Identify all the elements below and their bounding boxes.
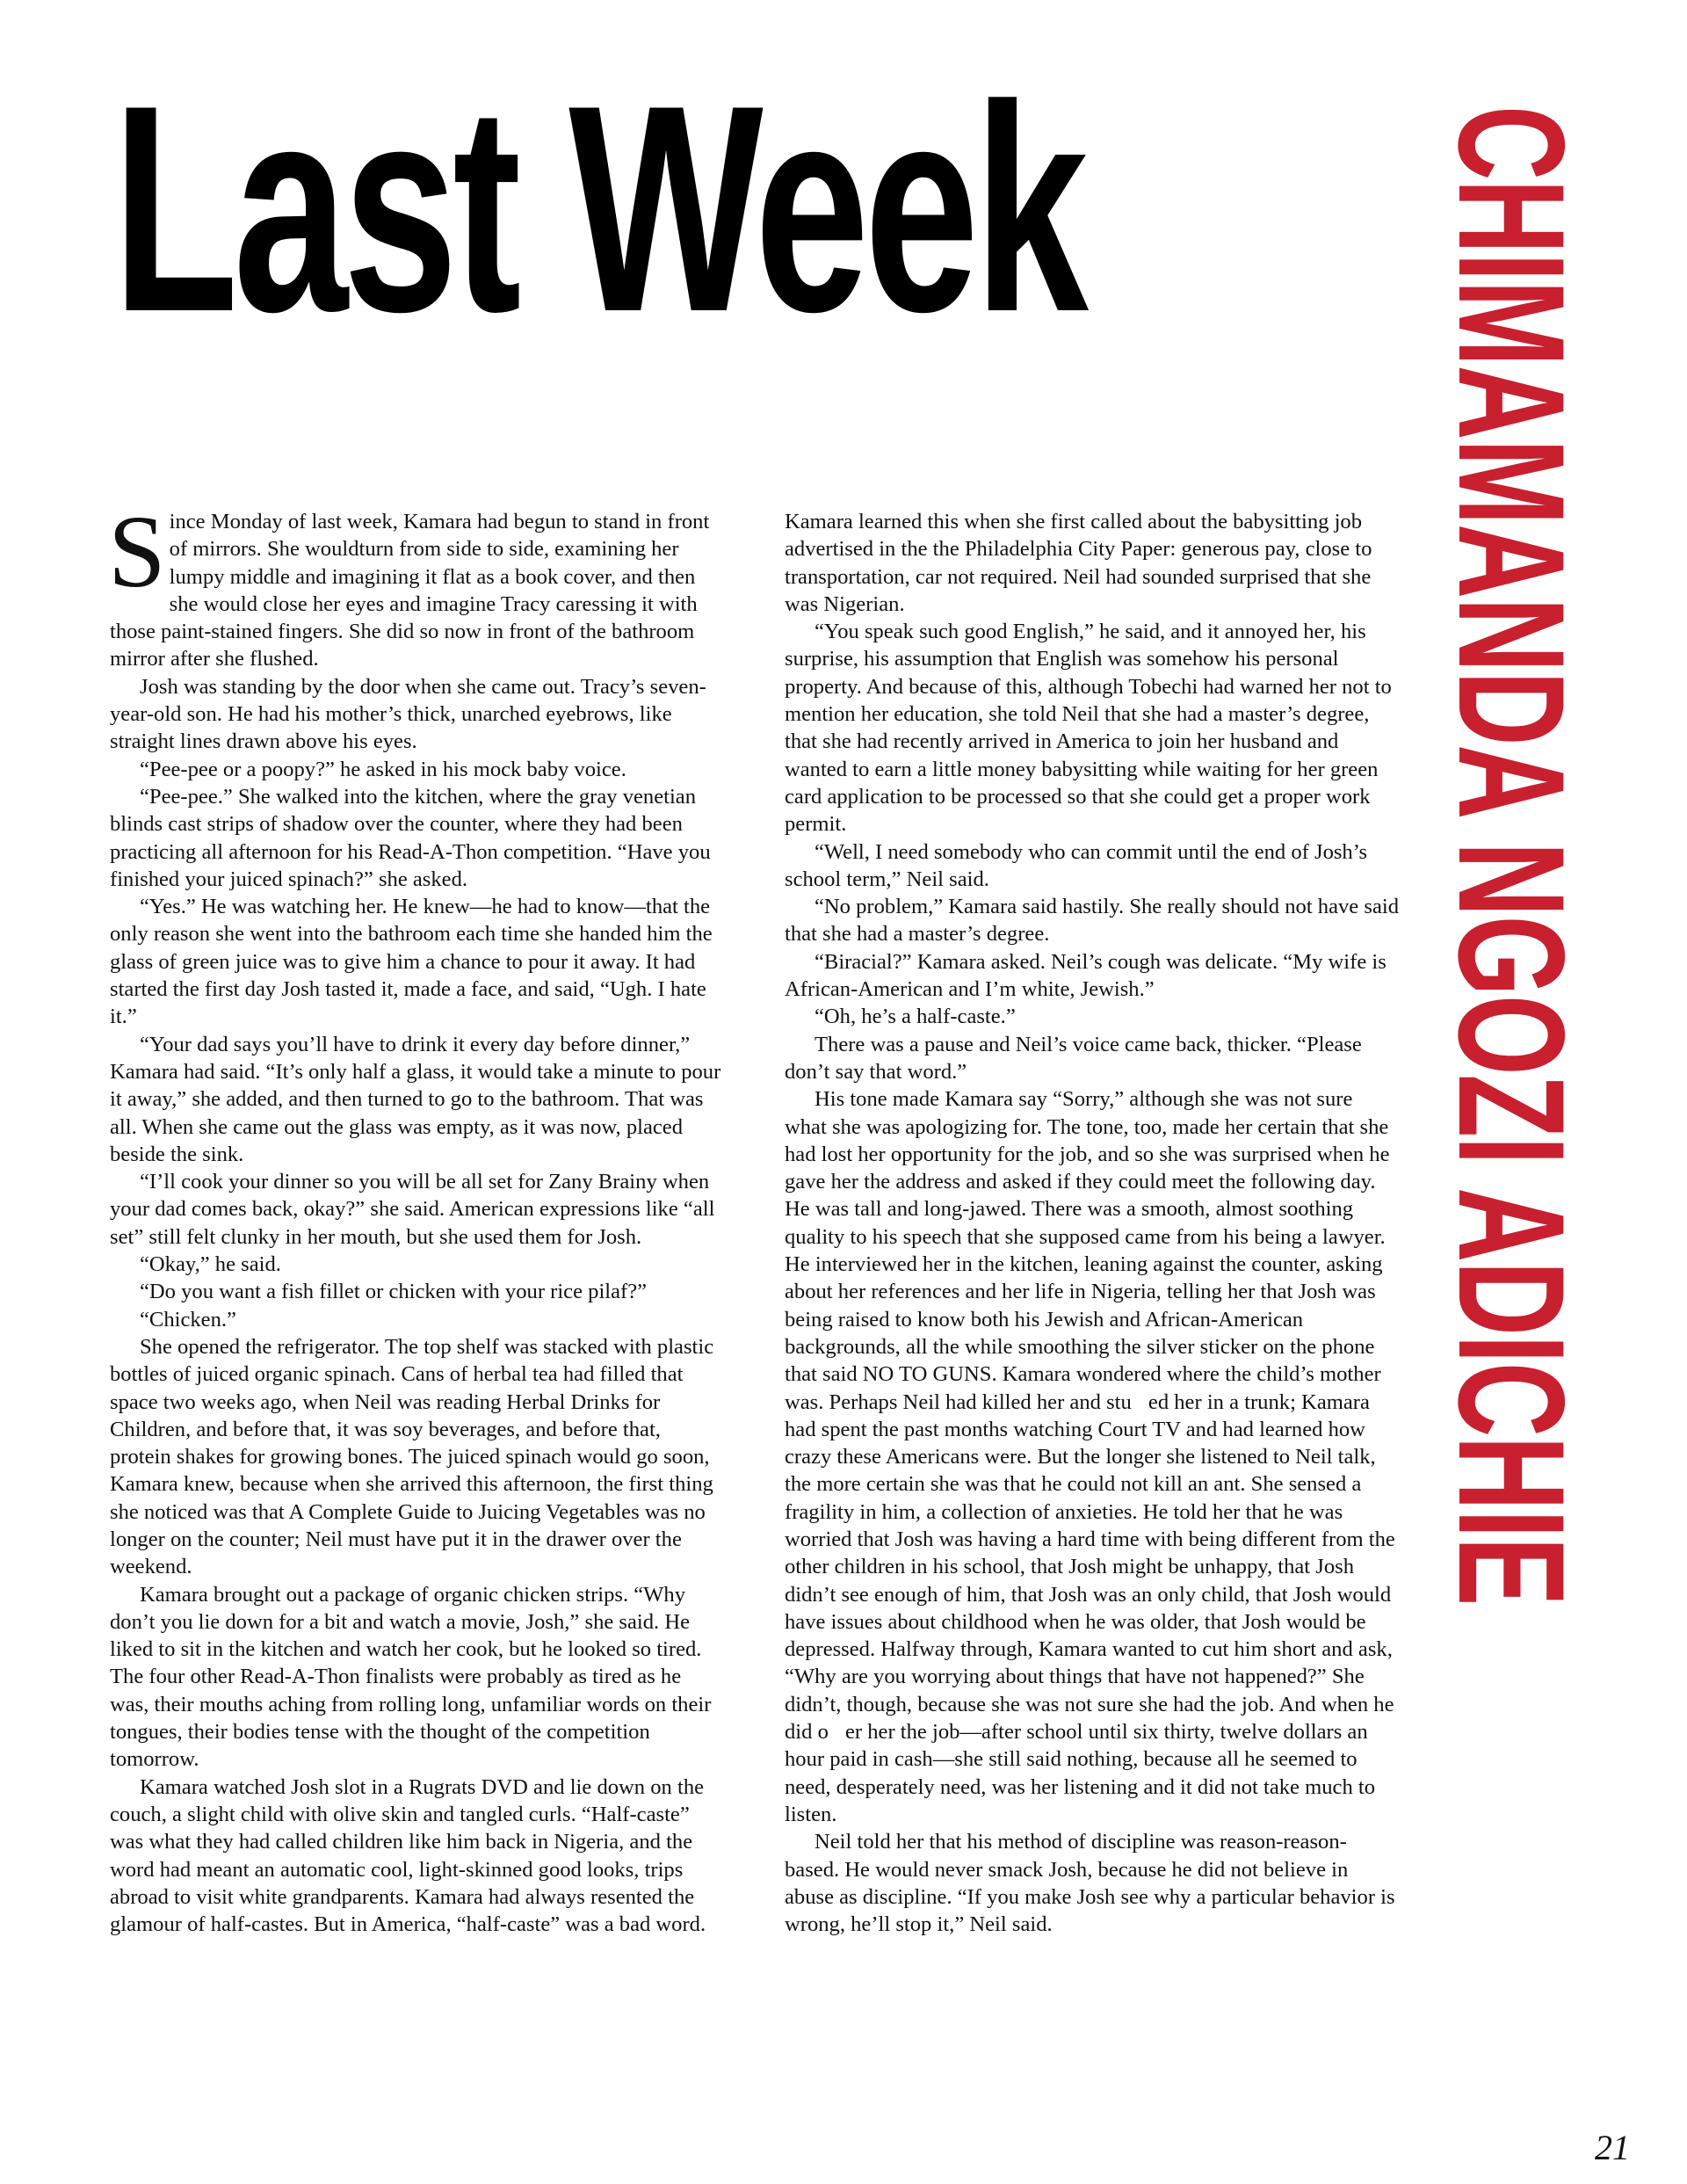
paragraph: Neil told her that his method of discipline was reason-reason-based. He would never smack Josh, because he did not believe in abuse as discipline. “If you make Josh see why a particular behavior is wrong, he’ll stop it,” Neil said. (785, 1830, 1395, 1937)
paragraph (108, 494, 725, 673)
paragraph: Kamara watched Josh slot in a Rugrats DVD and lie down on the couch, a slight child with olive skin and tangled curls. “Half-caste” was what they had called children like him back in Nigeria, and the word had meant an automatic cool, light-skinned good looks, trips abroad to visit white grandparents. Kamara had always resented the glamour of half-castes. But in America, “half-caste” was a bad word. (110, 1774, 706, 1937)
left-column (108, 494, 725, 1938)
page-number: 21 (1595, 2128, 1630, 2167)
author-name-container (1428, 105, 1595, 1670)
author-name-rotated (1428, 105, 1595, 1670)
paragraph: Kamara brought out a package of organic chicken strips. “Why don’t you lie down for a bit and watch a movie, Josh,” she said. He liked to sit in the kitchen and watch her cook, but he looked so tired. The four other Read-A-Thon finalists were probably as tired as he was, their mouths aching from rolling long, unfamiliar words on their tongues, their bodies tense with the thought of the competition tomorrow. (110, 1582, 712, 1772)
right-column (785, 508, 1400, 1938)
paragraph: “Pee-pee.” She walked into the kitchen, where the gray venetian blinds cast strips of shadow over the counter, where they had been practicing all afternoon for his Read-A-Thon competition. “Have you finished your juiced spinach?” she asked. (110, 784, 711, 891)
paragraph: “Your dad says you’ll have to drink it every day before dinner,” Kamara had said. “It’s only half a glass, it would take a minute to pour it away,” she added, and then turned to go to the bathroom. That was all. When she came out the glass was empty, as it was now, placed beside the sink. (110, 1032, 721, 1166)
paragraph: “I’ll cook your dinner so you will be all set for Zany Brainy when your dad comes back, okay?” she said. American expressions like “all set” still felt clunky in her mouth, but she used them for Josh. (110, 1170, 715, 1249)
paragraph: “Oh, he’s a half-caste.” (815, 1005, 1016, 1029)
story-title: Last Week (112, 44, 1084, 373)
paragraph: Kamara learned this when she first called about the babysitting job advertised in the the Philadelphia City Paper: generous pay, close to transportation, car not required. Neil had sounded surprised that she was Nigerian. (785, 510, 1372, 616)
paragraph-text: ince Monday of last week, Kamara had begun to stand in front of mirrors. She wouldturn from side to side, examining her lumpy middle and imagining it flat as a book cover, and then she would close her eyes and imagine Tracy caressing it with those paint-stained fingers. She did so now in front of the bathroom mirror after she flushed. (110, 510, 710, 671)
paragraph: Josh was standing by the door when she came out. Tracy’s seven-year-old son. He had his mother’s thick, unarched eyebrows, like straight lines drawn above his eyes. (110, 674, 706, 754)
author-name: CHIMAMANDA NGOZI ADICHIE (1427, 105, 1596, 1605)
paragraph: “Yes.” He was watching her. He knew—he had to know—that the only reason she went into the bathroom each time she handed him the glass of green juice was to give him a chance to pour it away. It had started the first day Josh tasted it, made a face, and said, “Ugh. I hate it.” (110, 895, 713, 1029)
paragraph: “You speak such good English,” he said, and it annoyed her, his surprise, his assumption that English was somehow his personal property. And because of this, although Tobechi had warned her not to mention her education, she told Neil that she had a master’s degree, that she had recently arrived in America to join her husband and wanted to earn a little money babysitting while waiting for her green card application to be processed so that she could get a proper work permit. (785, 620, 1392, 837)
paragraph: His tone made Kamara say “Sorry,” although she was not sure what she was apologizing for. The tone, too, made her certain that she had lost her opportunity for the job, and so she was surprised when he gave her the address and asked if they could meet the following day. He was tall and long-jawed. There was a smooth, almost soothing quality to his speech that she supposed came from his being a lawyer. He interviewed her in the kitchen, leaning against the counter, asking about her references and her life in Nigeria, telling her that Josh was being raised to know both his Jewish and African-American backgrounds, all the while smoothing the silver sticker on the phone that said NO TO GUNS. Kamara wondered where the child’s mother was. Perhaps Neil had killed her and stu ed her in a trunk; Kamara had spent the past months watching Court TV and had learned how crazy these Americans were. But the longer she listened to Neil talk, the more certain she was that he could not kill an ant. She sensed a fragility in him, a collection of anxieties. He told her that he was worried that Josh was having a hard time with being different from the other children in his school, that Josh might be unhappy, that Josh didn’t see enough of him, that Josh was an only child, that Josh would have issues about childhood when he was older, that Josh would be depressed. Halfway through, Kamara wanted to cut him short and ask, “Why are you worrying about things that have not happened?” She didn’t, though, because she was not sure she had the job. And when he did o er her the job—after school until six thirty, twelve dollars an hour paid in cash—she still said nothing, because all he seemed to need, desperately need, was her listening and it did not take much to listen. (785, 1087, 1395, 1826)
paragraph: “Biracial?” Kamara asked. Neil’s cough was delicate. “My wife is African-American and I’m white, Jewish.” (785, 949, 1387, 1002)
paragraph: “Pee-pee or a poopy?” he asked in his mock baby voice. (140, 757, 626, 781)
paragraph: There was a pause and Neil’s voice came back, thicker. “Please don’t say that word.” (785, 1032, 1362, 1084)
paragraph: She opened the refrigerator. The top shelf was stacked with plastic bottles of juiced organic spinach. Cans of herbal tea had filled that space two weeks ago, when Neil was reading Herbal Drinks for Children, and before that, it was soy beverages, and before that, protein shakes for growing bones. The juiced spinach would go soon, Kamara knew, because when she arrived this afternoon, the first thing she noticed was that A Complete Guide to Juicing Vegetables was no longer on the counter; Neil must have put it in the drawer over the weekend. (110, 1334, 714, 1579)
drop-cap: S (108, 494, 166, 609)
paragraph: “Well, I need somebody who can commit until the end of Josh’s school term,” Neil said. (785, 839, 1368, 891)
paragraph: “No problem,” Kamara said hastily. She really should not have said that she had a master’s degree. (785, 895, 1399, 947)
paragraph: “Chicken.” (140, 1307, 236, 1331)
paragraph: “Okay,” he said. (140, 1252, 281, 1277)
paragraph: “Do you want a fish fillet or chicken with your rice pilaf?” (140, 1280, 648, 1304)
